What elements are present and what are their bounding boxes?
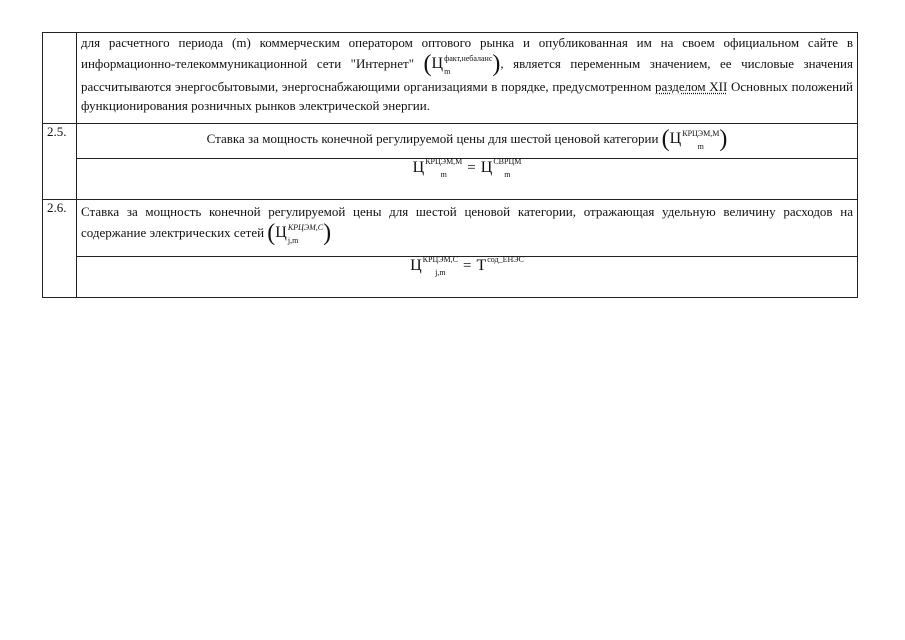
row-2-5-text: Ставка за мощность конечной регулируемой цены для шестой ценовой категории: [206, 131, 659, 146]
table-row-2-6: [43, 200, 858, 257]
table-row-2-5: [43, 124, 858, 159]
tariff-table: [42, 32, 858, 298]
formula-krcem-m-label: (Ц КРЦЭМ,М m ): [661, 126, 728, 153]
section-link[interactable]: разделом XII: [655, 78, 728, 94]
table-row-continuation: [43, 33, 858, 124]
table-row-2-6-formula: [43, 257, 858, 298]
row-2-6-text: Ставка за мощность конечной регулируемой цены для шестой ценовой категории, отражающая удельную величину расходов на содержание электрических сетей: [81, 204, 853, 240]
paragraph-text-c: Основных положений функционирования розничных рынков электрической энергии.: [81, 78, 854, 113]
row-number-empty: [43, 33, 77, 124]
row-number: 2.5.: [43, 124, 77, 200]
formula-fact-imbalance: (Ц факт,небаланс m ): [423, 50, 501, 77]
formula-subscript: m: [444, 66, 451, 76]
formula-2-6-lhs: Ц КРЦЭМ,С j,m: [410, 255, 458, 278]
formula-superscript: факт,небаланс: [444, 53, 493, 63]
table-row-2-5-formula: [43, 159, 858, 200]
equals-sign: =: [462, 258, 472, 274]
formula-symbol: Ц: [431, 54, 444, 72]
formula-2-6: [77, 257, 858, 298]
row-2-6-description: [77, 200, 858, 257]
formula-2-6-rhs: Т сод_ЕНЭС: [476, 255, 524, 275]
continuation-text: [77, 33, 858, 124]
paragraph-text-a: для расчетного периода (m) коммерческим оператором оптового рынка и опубликованная им на своем официальном сайте в информационно-телекоммуникационной сети "Интернет": [81, 35, 853, 71]
row-number: 2.6.: [43, 200, 77, 298]
row-2-5-description: [77, 124, 858, 159]
equals-sign: =: [467, 160, 476, 176]
paragraph-text-b: , является переменным значением, ее числовые значения рассчитываются энергосбытовыми, энергоснабжающими организациями в порядке, предусмотренном: [81, 55, 853, 94]
formula-2-5-rhs: Ц СВРЦМ m: [480, 157, 522, 180]
formula-2-5-lhs: Ц КРЦЭМ,М m: [412, 157, 463, 180]
formula-krcem-c-label: (Ц КРЦЭМ,С j,m ): [267, 219, 332, 246]
formula-2-5: [77, 159, 858, 200]
